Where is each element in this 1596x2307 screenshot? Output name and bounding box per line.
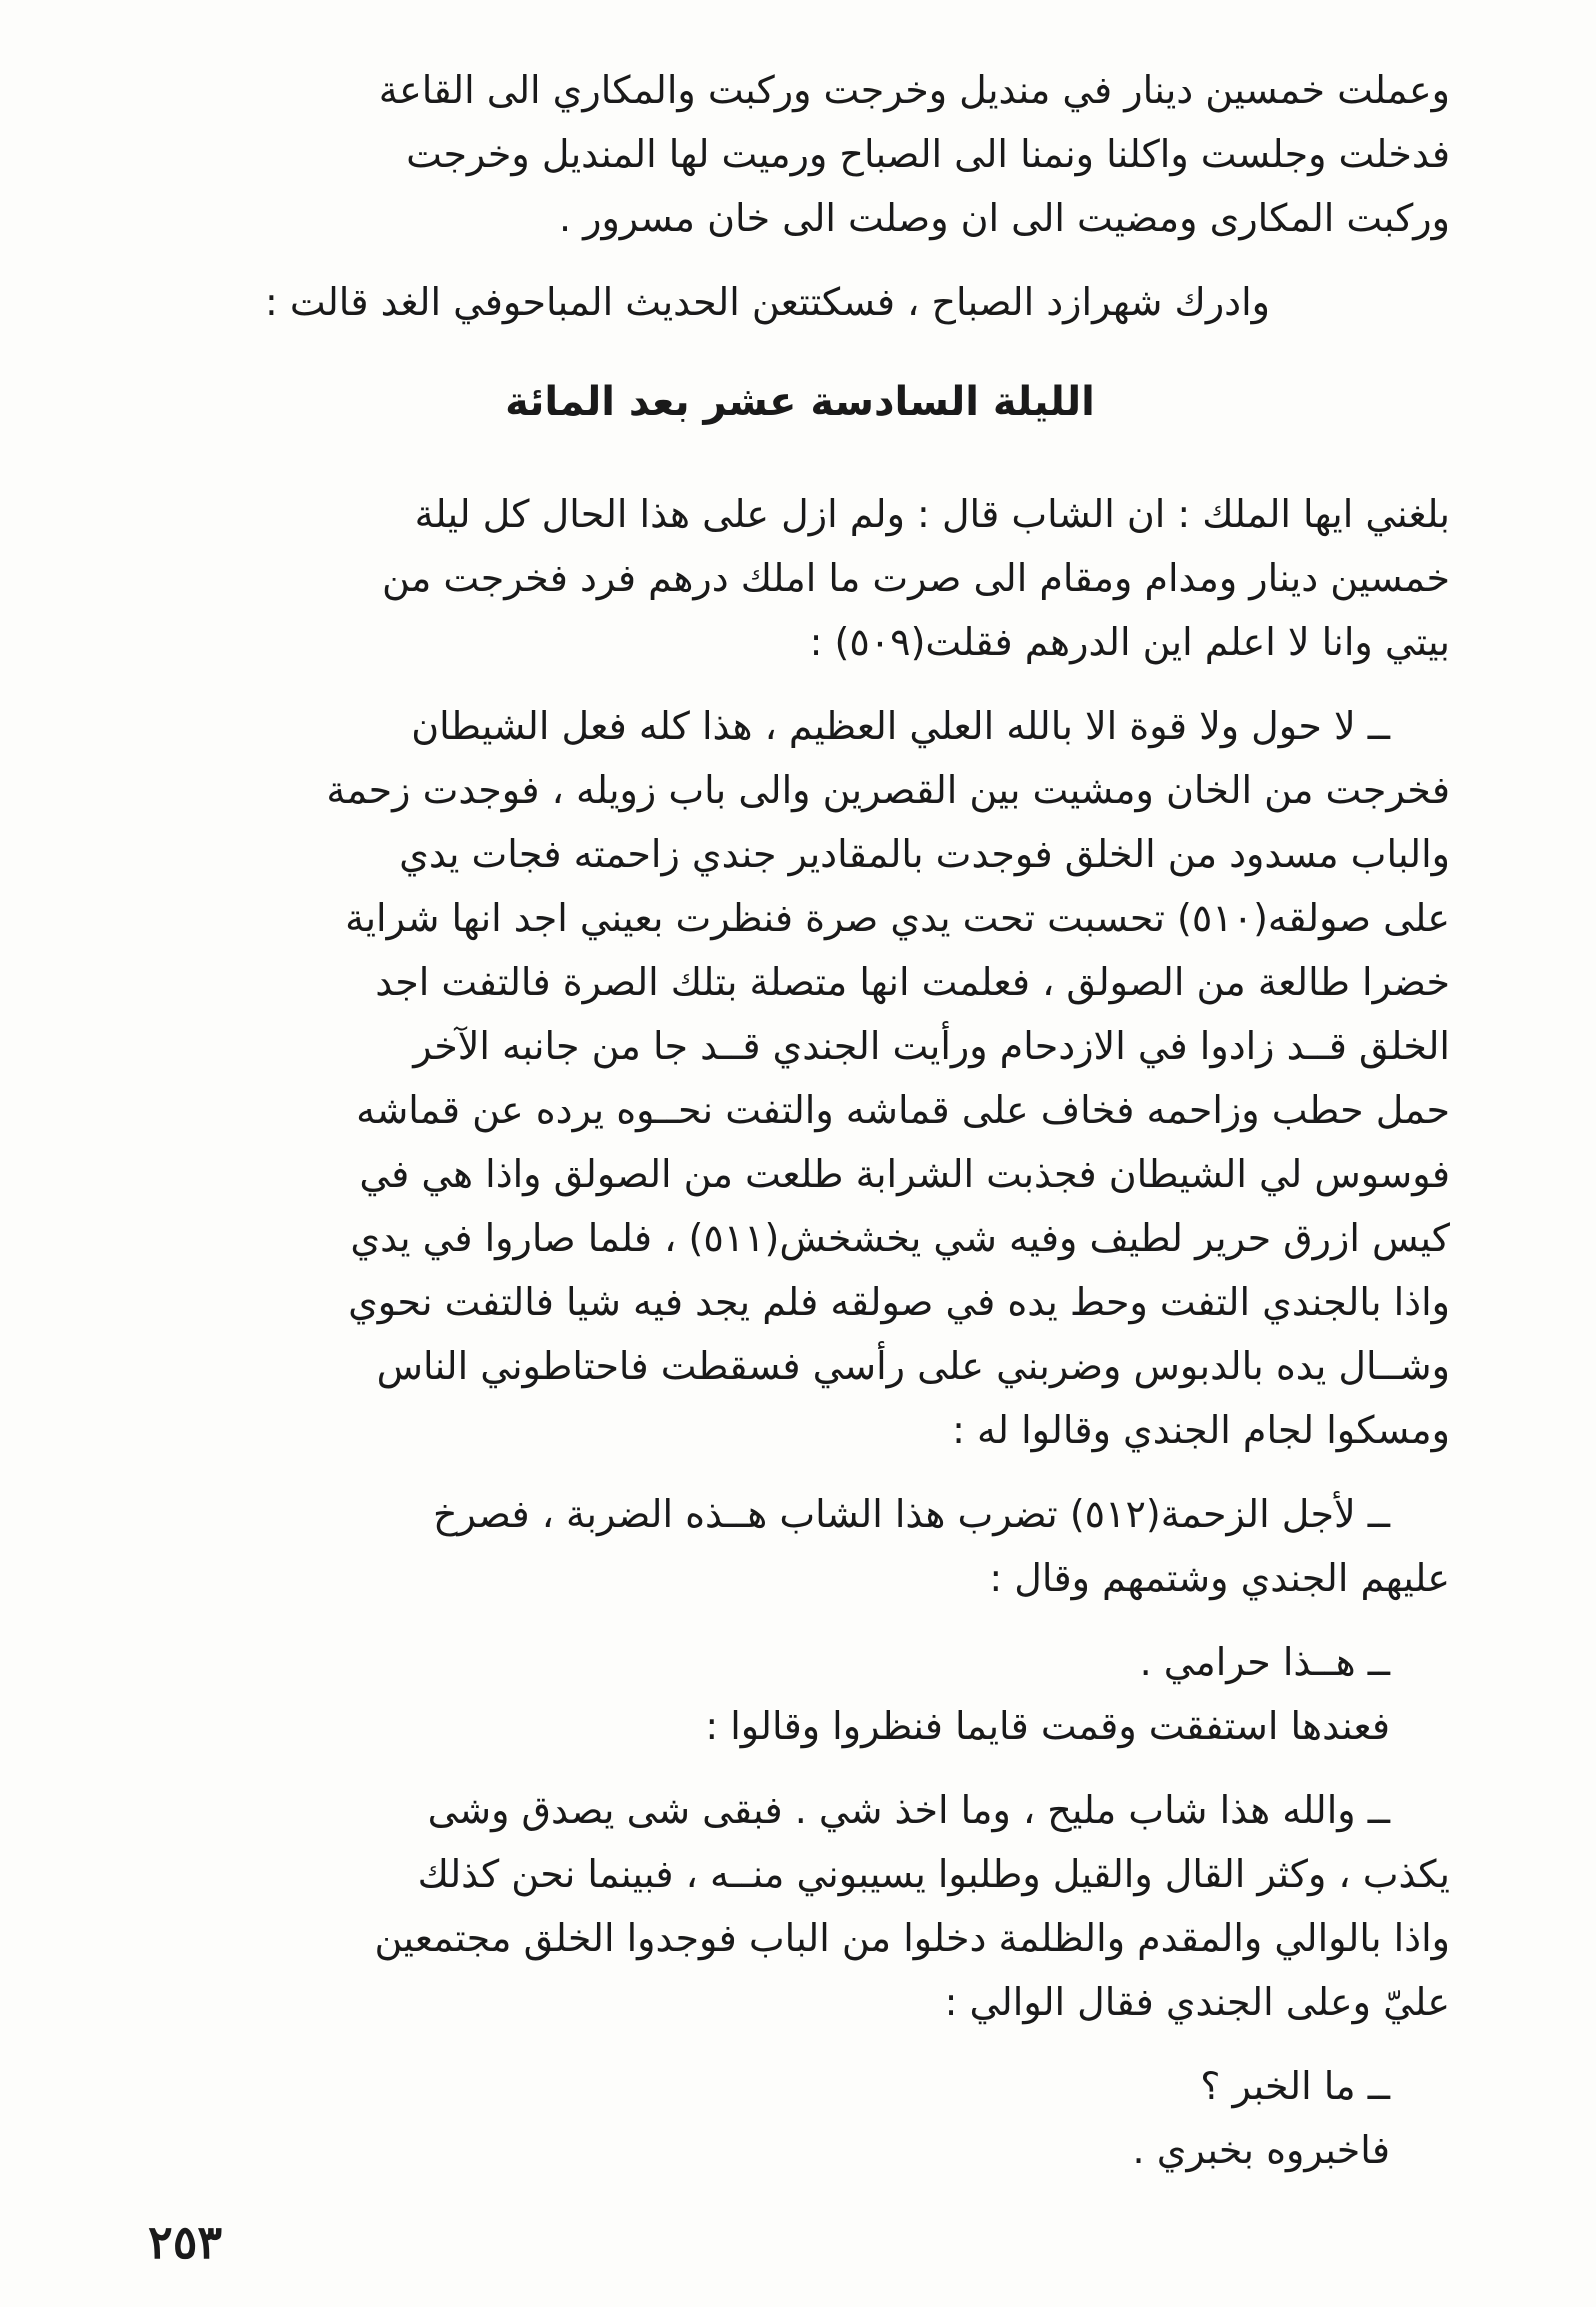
paragraph-5 — [150, 1482, 1450, 1610]
text-line: وشــال يده بالدبوس وضربني على رأسي فسقطت فاحتاطوني الناس — [376, 1344, 1450, 1388]
page-number: ٢٥٣ — [148, 2215, 223, 2269]
paragraph-3 — [150, 482, 1450, 674]
text-line: واذا بالوالي والمقدم والظلمة دخلوا من الباب فوجدوا الخلق مجتمعين — [374, 1916, 1450, 1960]
text-line: وركبت المكارى ومضيت الى ان وصلت الى خان مسرور . — [558, 196, 1450, 240]
text-line: بلغني ايها الملك : ان الشاب قال : ولم ازل على هذا الحال كل ليلة — [414, 492, 1450, 536]
text-line: ــ والله هذا شاب مليح ، وما اخذ شي . فبقى شى يصدق وشى — [427, 1788, 1390, 1832]
paragraph-7 — [150, 1778, 1450, 2034]
page-text-block — [150, 58, 1450, 2202]
text-line: ــ ما الخبر ؟ — [1200, 2064, 1390, 2108]
chapter-heading: الليلة السادسة عشر بعد المائة — [505, 379, 1095, 425]
text-line: فدخلت وجلست واكلنا ونمنا الى الصباح ورميت لها المنديل وخرجت — [406, 132, 1450, 176]
text-line: وعملت خمسين دينار في منديل وخرجت وركبت والمكاري الى القاعة — [378, 68, 1450, 112]
text-line: والباب مسدود من الخلق فوجدت بالمقادير جندي زاحمته فجات يدي — [399, 832, 1450, 876]
text-line: فوسوس لي الشيطان فجذبت الشرابة طلعت من الصولق واذا هي في — [359, 1152, 1450, 1196]
text-line: خضرا طالعة من الصولق ، فعلمت انها متصلة بتلك الصرة فالتفت اجد — [375, 960, 1450, 1004]
paragraph-8 — [150, 2054, 1450, 2182]
text-line: ــ لا حول ولا قوة الا بالله العلي العظيم ، هذا كله فعل الشيطان — [411, 704, 1390, 748]
text-line: ومسكوا لجام الجندي وقالوا له : — [952, 1408, 1450, 1452]
text-line: عليّ وعلى الجندي فقال الوالي : — [944, 1980, 1450, 2024]
paragraph-1 — [150, 58, 1450, 250]
paragraph-4 — [150, 694, 1450, 1462]
text-line: بيتي وانا لا اعلم اين الدرهم فقلت(٥٠٩) : — [809, 620, 1450, 664]
paragraph-6 — [150, 1630, 1450, 1758]
text-line: فخرجت من الخان ومشيت بين القصرين والى باب زويله ، فوجدت زحمة — [326, 768, 1450, 812]
text-line: الخلق قــد زادوا في الازدحام ورأيت الجندي قــد جا من جانبه الآخر — [413, 1024, 1450, 1068]
text-line: كيس ازرق حرير لطيف وفيه شي يخشخش(٥١١) ، فلما صاروا في يدي — [350, 1216, 1450, 1260]
text-line: يكذب ، وكثر القال والقيل وطلبوا يسيبوني منــه ، فبينما نحن كذلك — [417, 1852, 1450, 1896]
text-line: حمل حطب وزاحمه فخاف على قماشه والتفت نحــوه يرده عن قماشه — [356, 1088, 1450, 1132]
text-line: خمسين دينار ومدام ومقام الى صرت ما املك درهم فرد فخرجت من — [382, 556, 1450, 600]
paragraph-2 — [150, 270, 1450, 334]
text-line: ــ لأجل الزحمة(٥١٢) تضرب هذا الشاب هــذه الضربة ، فصرخ — [433, 1492, 1390, 1536]
text-line: على صولقه(٥١٠) تحسبت تحت يدي صرة فنظرت بعيني اجد انها شراية — [345, 896, 1450, 940]
text-line: فعندها استفقت وقمت قايما فنظروا وقالوا : — [705, 1704, 1390, 1748]
text-line: واذا بالجندي التفت وحط يده في صولقه فلم يجد فيه شيا فالتفت نحوي — [348, 1280, 1450, 1324]
text-line: وادرك شهرازد الصباح ، فسكتتعن الحديث المباحوفي الغد قالت : — [265, 280, 1270, 324]
text-line: ــ هــذا حرامي . — [1139, 1640, 1390, 1684]
text-line: عليهم الجندي وشتمهم وقال : — [989, 1556, 1450, 1600]
text-line: فاخبروه بخبري . — [1132, 2128, 1390, 2172]
